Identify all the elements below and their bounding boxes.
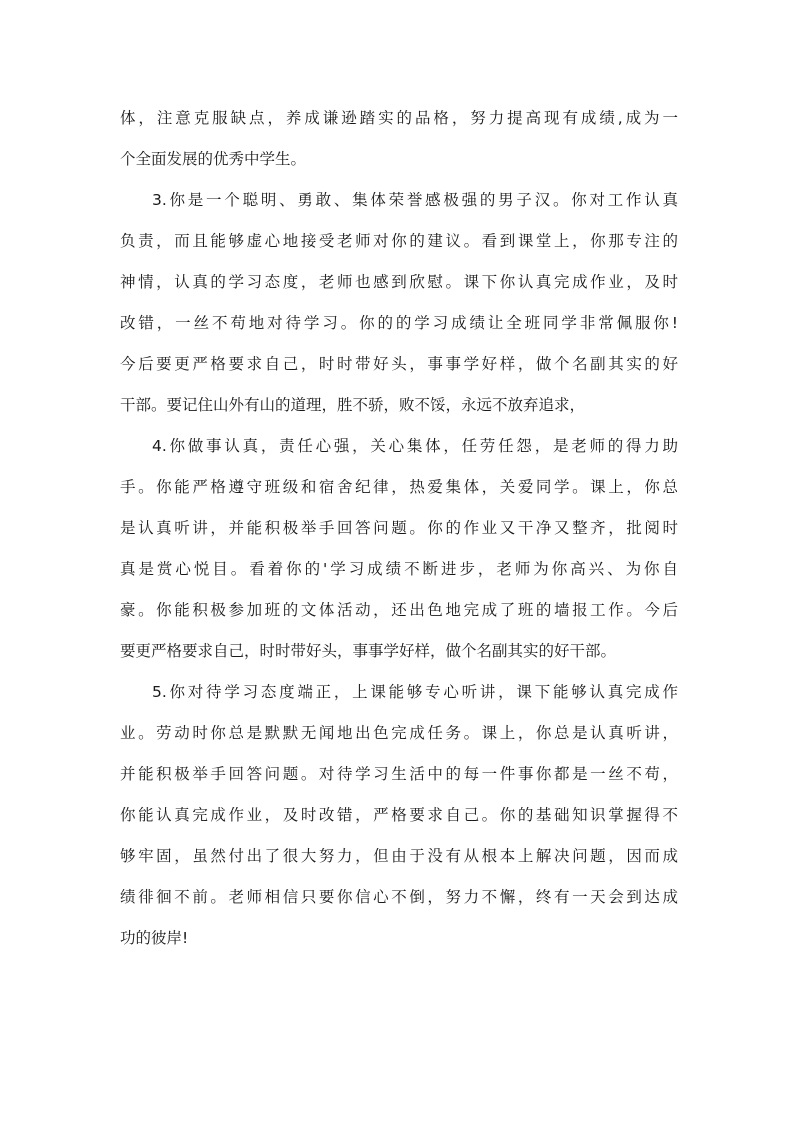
text-line: 个全面发展的优秀中学生。 xyxy=(120,150,307,168)
text-line: 要更严格要求自己，时时带好头，事事学好样，做个名副其实的好干部。 xyxy=(120,642,617,660)
text-line: 干部。要记住山外有山的道理，胜不骄，败不馁，永远不放弃追求， xyxy=(120,396,586,414)
paragraph-5 xyxy=(120,672,678,959)
text-line: 豪。你能积极参加班的文体活动，还出色地完成了班的墙报工作。今后 xyxy=(120,601,678,619)
text-line: 神情，认真的学习态度，老师也感到欣慰。课下你认真完成作业，及时 xyxy=(120,273,678,291)
paragraph-3 xyxy=(120,180,678,426)
text-line: 你能认真完成作业，及时改错，严格要求自己。你的基础知识掌握得不 xyxy=(120,806,678,824)
text-line: 功的彼岸! xyxy=(120,929,189,947)
text-line: 真是赏心悦目。看着你的'学习成绩不断进步，老师为你高兴、为你自 xyxy=(120,560,678,578)
text-line: 绩徘徊不前。老师相信只要你信心不倒，努力不懈，终有一天会到达成 xyxy=(120,888,678,906)
document-body xyxy=(120,98,678,959)
text-line: 是认真听讲，并能积极举手回答问题。你的作业又干净又整齐，批阅时 xyxy=(120,519,678,537)
text-line: 4.你做事认真，责任心强，关心集体，任劳任怨，是老师的得力助 xyxy=(152,437,678,455)
text-line: 3.你是一个聪明、勇敢、集体荣誉感极强的男子汉。你对工作认真 xyxy=(152,191,678,209)
text-line: 负责，而且能够虚心地接受老师对你的建议。看到课堂上，你那专注的 xyxy=(120,232,678,250)
paragraph-4 xyxy=(120,426,678,672)
text-line: 体，注意克服缺点，养成谦逊踏实的品格，努力提高现有成绩,成为一 xyxy=(120,109,678,127)
paragraph-continued xyxy=(120,98,678,180)
text-line: 5.你对待学习态度端正，上课能够专心听讲，课下能够认真完成作 xyxy=(152,683,678,701)
text-line: 并能积极举手回答问题。对待学习生活中的每一件事你都是一丝不苟， xyxy=(120,765,678,783)
text-line: 今后要更严格要求自己，时时带好头，事事学好样，做个名副其实的好 xyxy=(120,355,678,373)
text-line: 改错，一丝不苟地对待学习。你的的学习成绩让全班同学非常佩服你! xyxy=(120,314,678,332)
text-line: 够牢固，虽然付出了很大努力，但由于没有从根本上解决问题，因而成 xyxy=(120,847,678,865)
text-line: 手。你能严格遵守班级和宿舍纪律，热爱集体，关爱同学。课上，你总 xyxy=(120,478,678,496)
text-line: 业。劳动时你总是默默无闻地出色完成任务。课上，你总是认真听讲， xyxy=(120,724,678,742)
